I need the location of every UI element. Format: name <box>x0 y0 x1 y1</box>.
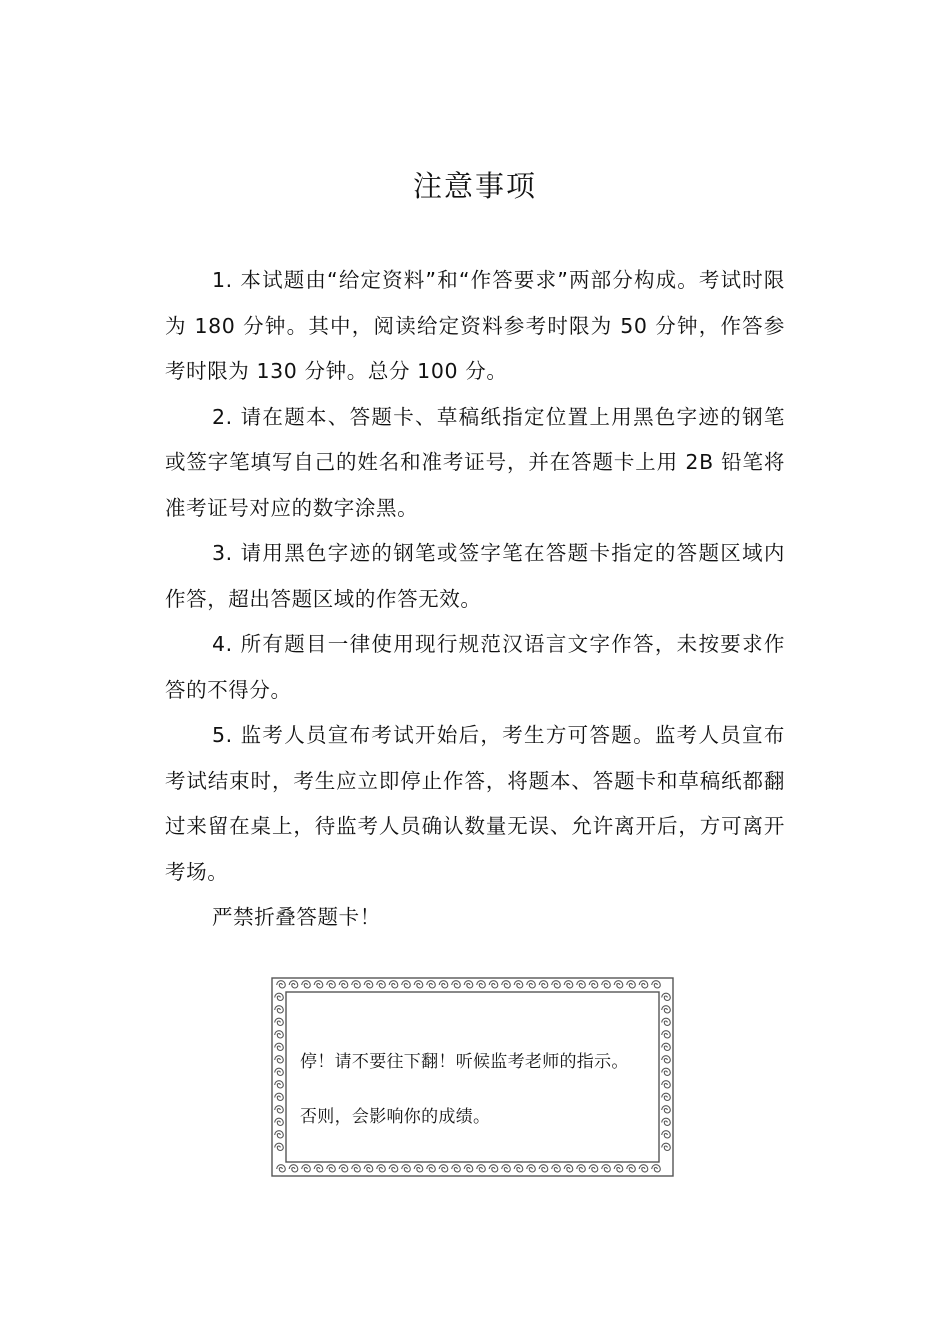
notes-list <box>165 258 785 961</box>
fold-warning: 严禁折叠答题卡！ <box>212 905 381 929</box>
stop-line-2: 否则，会影响你的成绩。 <box>300 1107 491 1127</box>
decorative-scroll-frame <box>269 975 676 1179</box>
note-item-3: 3. 请用黑色字迹的钢笔或签字笔在答题卡指定的答题区域内作答，超出答题区域的作答无效。 <box>165 541 785 611</box>
note-item-5: 5. 监考人员宣布考试开始后，考生方可答题。监考人员宣布考试结束时，考生应立即停止作答，将题本、答题卡和草稿纸都翻过来留在桌上，待监考人员确认数量无误、允许离开后，方可离开考场。 <box>165 723 785 884</box>
stop-line-1: 停！请不要往下翻！听候监考老师的指示。 <box>300 1052 629 1072</box>
note-item-1: 1. 本试题由“给定资料”和“作答要求”两部分构成。考试时限为 180 分钟。其中，阅读给定资料参考时限为 50 分钟，作答参考时限为 130 分钟。总分 100 分。 <box>165 268 785 383</box>
note-item-4: 4. 所有题目一律使用现行规范汉语言文字作答，未按要求作答的不得分。 <box>165 632 785 702</box>
note-item-2: 2. 请在题本、答题卡、草稿纸指定位置上用黑色字迹的钢笔或签字笔填写自己的姓名和准考证号，并在答题卡上用 2B 铅笔将准考证号对应的数字涂黑。 <box>165 404 785 520</box>
page-title: 注意事项 <box>412 169 537 203</box>
stop-notice-box <box>269 975 676 1179</box>
